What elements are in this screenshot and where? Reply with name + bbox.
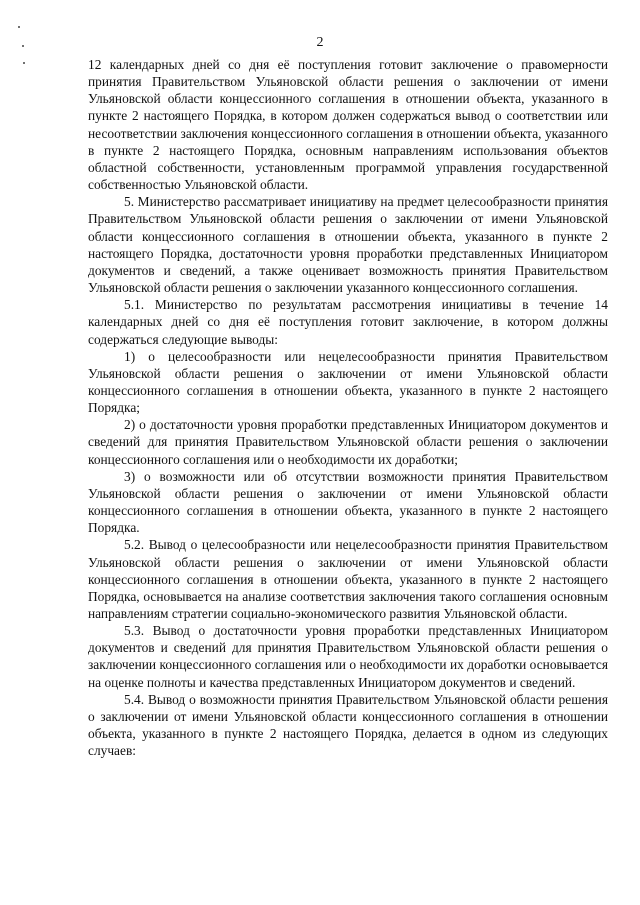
page-number: 2 [316, 35, 324, 50]
paragraph-subitem-1: 1) о целесообразности или нецелесообразности принятия Правительством Ульяновской области решения о заключении от имени Ульяновской области концессионного соглашения в отношении объекта, указанного в пункте 2 настоящего Порядка; [88, 348, 608, 416]
paragraph-item-5: 5. Министерство рассматривает инициативу на предмет целесообразности принятия Правительством Ульяновской области решения о заключении от имени Ульяновской области концессионного соглашения в отношении объекта, указанного в пункте 2 настоящего Порядка, достаточности уровня проработки представленных Инициатором документов и сведений, а также оценивает возможность принятия Правительством Ульяновской области решения о заключении указанного концессионного соглашения. [88, 194, 608, 296]
paragraph-subitem-2: 2) о достаточности уровня проработки представленных Инициатором документов и сведений для принятия Правительством Ульяновской области решения о заключении концессионного соглашения или о необходимости их доработки; [88, 417, 608, 467]
document-body [88, 56, 608, 759]
paragraph-continuation: 12 календарных дней со дня её поступления готовит заключение о правомерности принятия Правительством Ульяновской области решения о заключении от имени Ульяновской области концессионного соглашения в отношении объекта, указанного в пункте 2 настоящего Порядка, в котором должен содержаться вывод о соответствии или несоответствии заключения концессионного соглашения в отношении объекта, указанного в пункте 2 настоящего Порядка, основным направлениям использования объектов областной собственности, установленным программой управления государственной собственностью Ульяновской области. [88, 57, 608, 193]
scan-speck [18, 26, 20, 28]
paragraph-subitem-3: 3) о возможности или об отсутствии возможности принятия Правительством Ульяновской области решения о заключении от имени Ульяновской области концессионного соглашения в отношении объекта, указанного в пункте 2 настоящего Порядка. [88, 468, 608, 536]
paragraph-item-5-3: 5.3. Вывод о достаточности уровня проработки представленных Инициатором документов и сведений для принятия Правительством Ульяновской области решения о заключении концессионного соглашения или о необходимости их доработки основывается на оценке полноты и качества представленных Инициатором документов и сведений. [88, 623, 608, 690]
paragraph-item-5-2: 5.2. Вывод о целесообразности или нецелесообразности принятия Правительством Ульяновской области решения о заключении от имени Ульяновской области концессионного соглашения в отношении объекта, указанного в пункте 2 настоящего Порядка, основывается на анализе соответствия заключения такого соглашения основным направлениям стратегии социально-экономического развития Ульяновской области. [88, 537, 608, 621]
paragraph-item-5-4: 5.4. Вывод о возможности принятия Правительством Ульяновской области решения о заключении от имени Ульяновской области концессионного соглашения в отношении объекта, указанного в пункте 2 настоящего Порядка, делается в одном из следующих случаев: [88, 691, 608, 759]
scan-speck [23, 62, 25, 64]
paragraph-item-5-1: 5.1. Министерство по результатам рассмотрения инициативы в течение 14 календарных дней со дня её поступления готовит заключение, в котором должны содержаться следующие выводы: [88, 297, 608, 347]
